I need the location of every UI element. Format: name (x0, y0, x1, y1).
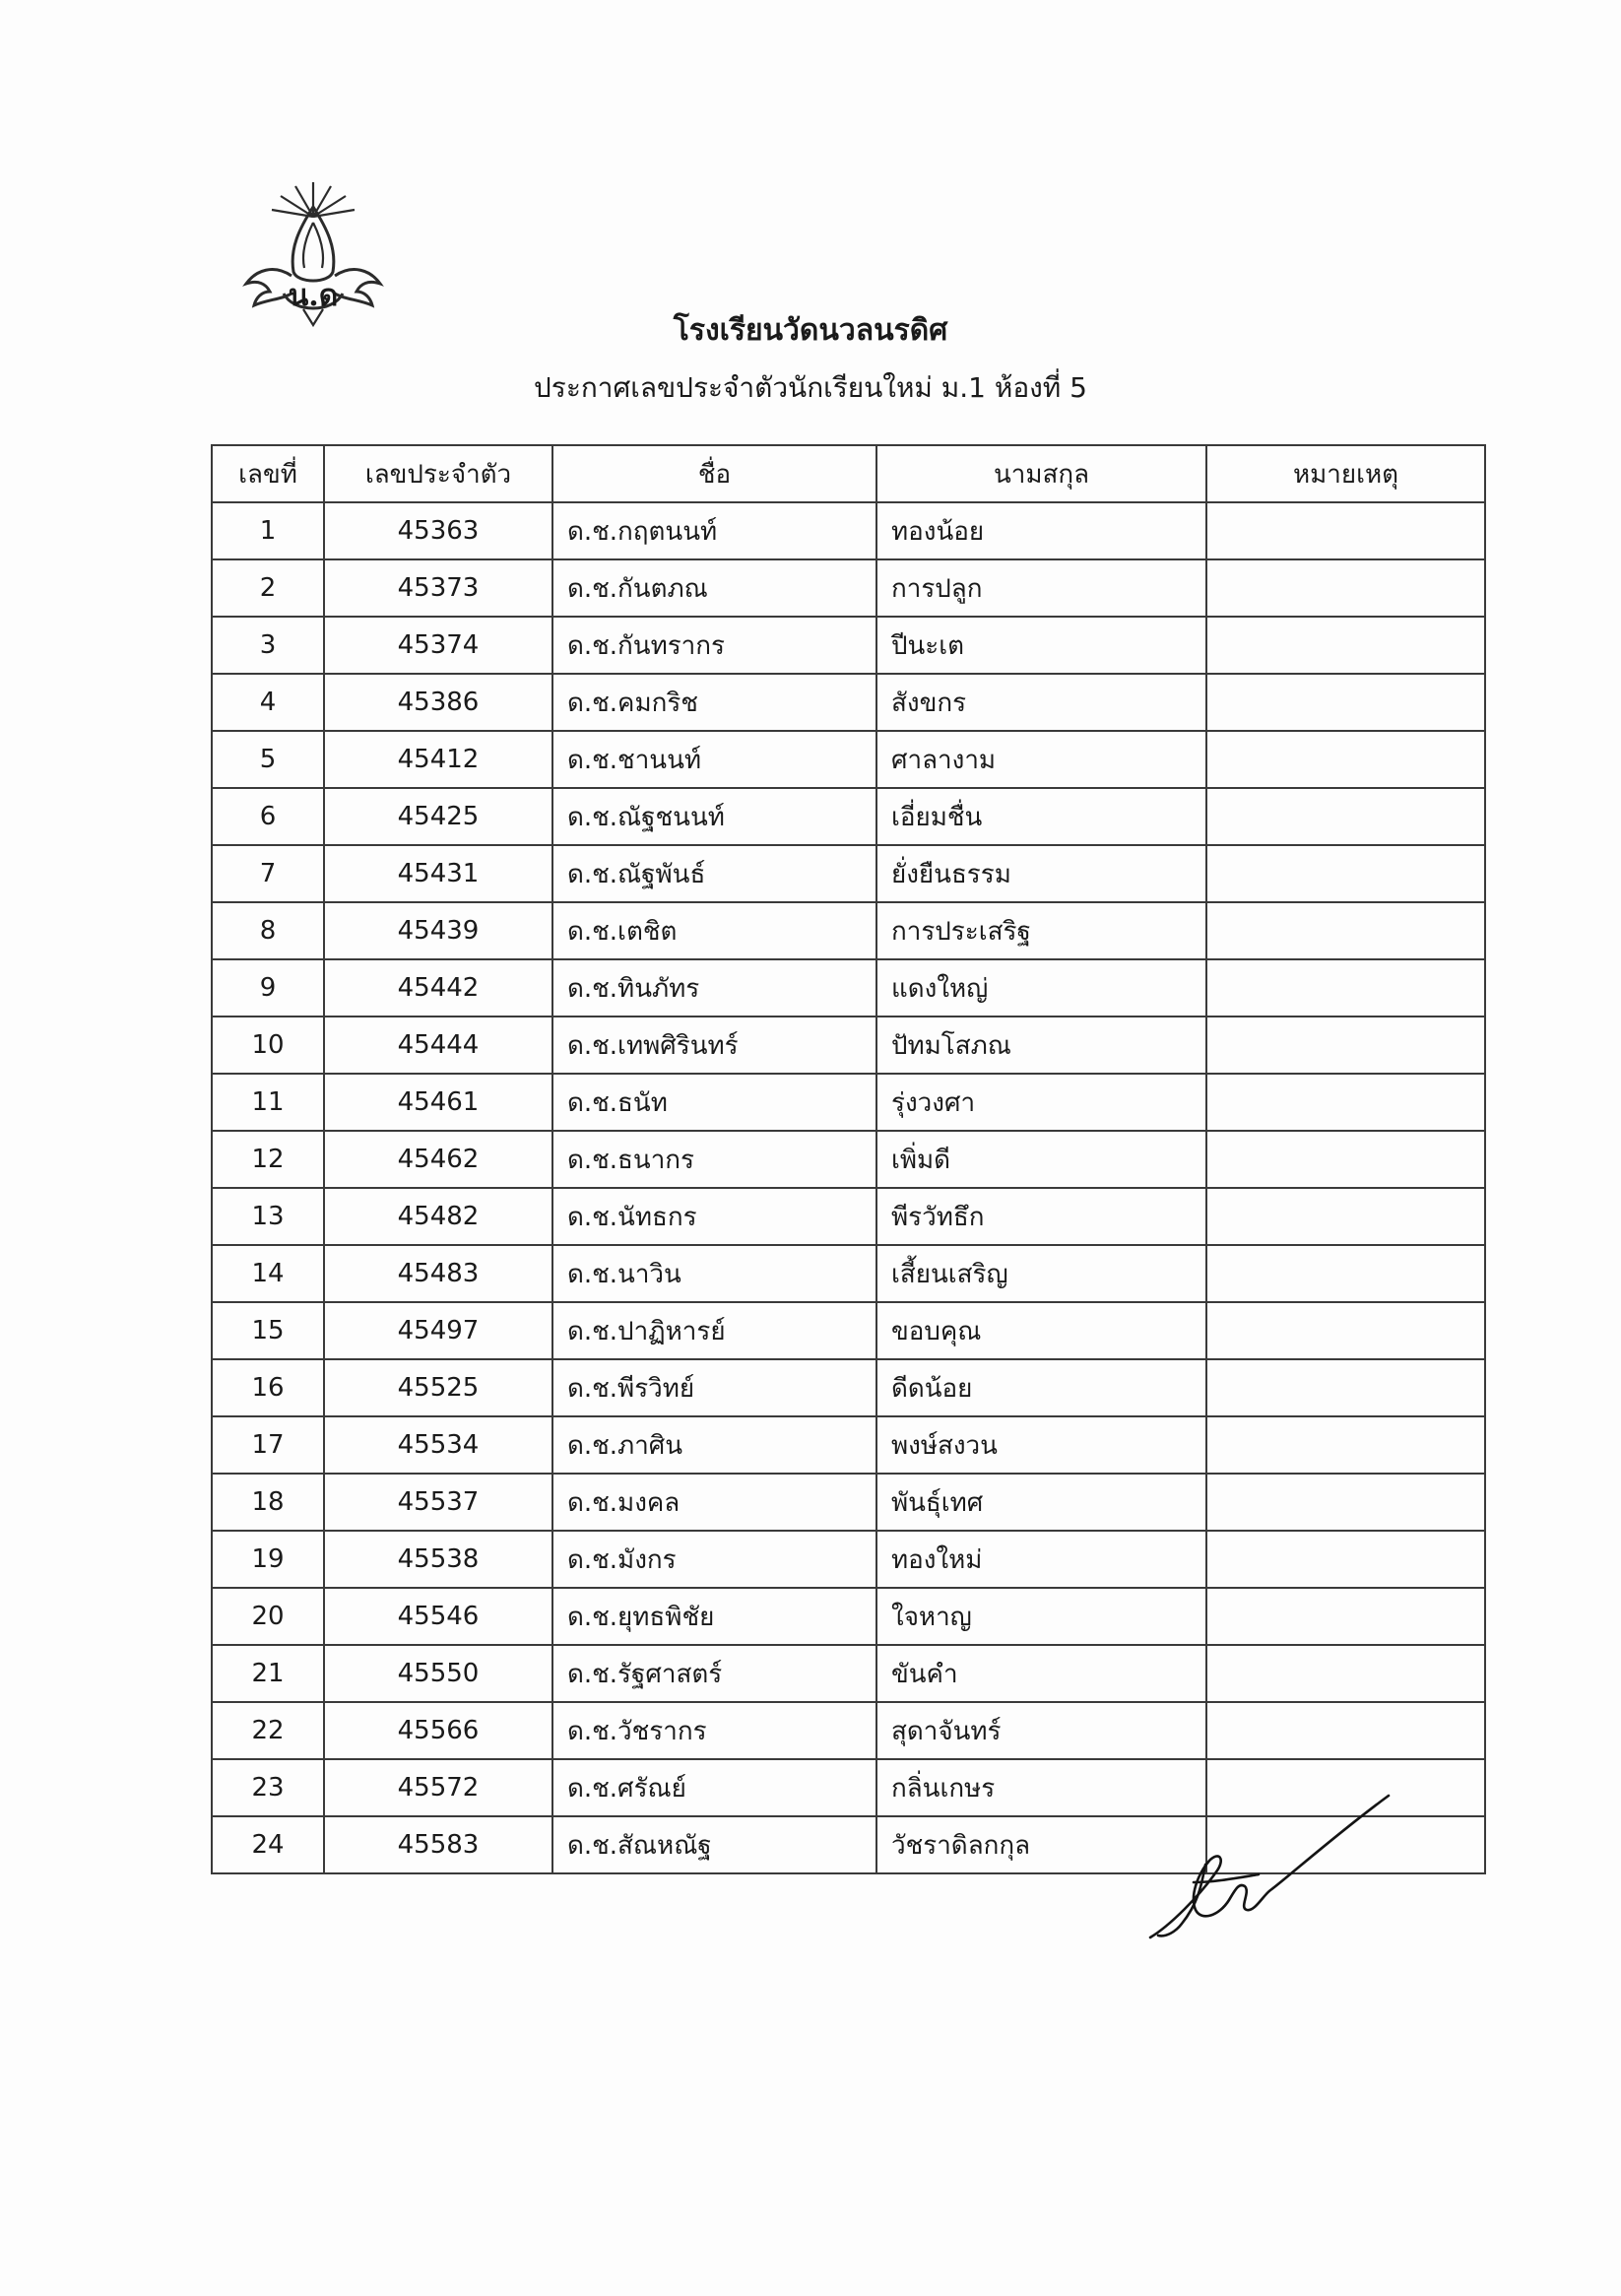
row-first-name: ด.ช.ณัฐพันธ์ (552, 845, 876, 902)
row-no: 19 (212, 1531, 324, 1588)
row-remarks (1206, 902, 1485, 959)
row-remarks (1206, 559, 1485, 617)
row-remarks (1206, 1645, 1485, 1702)
table-header-row (212, 445, 1485, 502)
row-first-name: ด.ช.มังกร (552, 1531, 876, 1588)
header-remarks: หมายเหตุ (1206, 445, 1485, 502)
row-no: 14 (212, 1245, 324, 1302)
row-last-name: พงษ์สงวน (876, 1416, 1206, 1474)
row-no: 20 (212, 1588, 324, 1645)
table-row (212, 1131, 1485, 1188)
table-row (212, 731, 1485, 788)
row-student-id: 45566 (324, 1702, 552, 1759)
row-remarks (1206, 1017, 1485, 1074)
row-student-id: 45462 (324, 1131, 552, 1188)
table-row (212, 845, 1485, 902)
row-first-name: ด.ช.ปาฏิหารย์ (552, 1302, 876, 1359)
table-row (212, 902, 1485, 959)
row-first-name: ด.ช.นัทธกร (552, 1188, 876, 1245)
row-last-name: รุ่งวงศา (876, 1074, 1206, 1131)
row-student-id: 45442 (324, 959, 552, 1017)
row-student-id: 45439 (324, 902, 552, 959)
row-student-id: 45534 (324, 1416, 552, 1474)
table-body (212, 502, 1485, 1873)
row-last-name: สังขกร (876, 674, 1206, 731)
row-student-id: 45537 (324, 1474, 552, 1531)
row-student-id: 45583 (324, 1816, 552, 1873)
row-no: 13 (212, 1188, 324, 1245)
row-last-name: ขอบคุณ (876, 1302, 1206, 1359)
row-remarks (1206, 1074, 1485, 1131)
row-first-name: ด.ช.ยุทธพิชัย (552, 1588, 876, 1645)
row-student-id: 45461 (324, 1074, 552, 1131)
row-student-id: 45363 (324, 502, 552, 559)
table-row (212, 1245, 1485, 1302)
row-last-name: การปลูก (876, 559, 1206, 617)
row-no: 5 (212, 731, 324, 788)
school-name: โรงเรียนวัดนวลนรดิศ (673, 313, 948, 348)
row-remarks (1206, 731, 1485, 788)
row-remarks (1206, 1588, 1485, 1645)
row-last-name: สุดาจันทร์ (876, 1702, 1206, 1759)
row-first-name: ด.ช.มงคล (552, 1474, 876, 1531)
row-first-name: ด.ช.ณัฐชนนท์ (552, 788, 876, 845)
signature-icon (1140, 1788, 1396, 1945)
row-remarks (1206, 1245, 1485, 1302)
row-student-id: 45550 (324, 1645, 552, 1702)
row-first-name: ด.ช.ชานนท์ (552, 731, 876, 788)
row-first-name: ด.ช.สัณหณัฐ (552, 1816, 876, 1873)
row-student-id: 45497 (324, 1302, 552, 1359)
row-student-id: 45572 (324, 1759, 552, 1816)
row-student-id: 45482 (324, 1188, 552, 1245)
row-first-name: ด.ช.กันตภณ (552, 559, 876, 617)
row-student-id: 45483 (324, 1245, 552, 1302)
row-first-name: ด.ช.เทพศิรินทร์ (552, 1017, 876, 1074)
table-row (212, 788, 1485, 845)
row-first-name: ด.ช.เตชิต (552, 902, 876, 959)
row-first-name: ด.ช.กฤตนนท์ (552, 502, 876, 559)
header-first-name: ชื่อ (552, 445, 876, 502)
row-last-name: กลิ่นเกษร (876, 1759, 1206, 1816)
row-remarks (1206, 674, 1485, 731)
row-no: 24 (212, 1816, 324, 1873)
row-no: 1 (212, 502, 324, 559)
row-student-id: 45444 (324, 1017, 552, 1074)
row-last-name: ใจหาญ (876, 1588, 1206, 1645)
row-remarks (1206, 1702, 1485, 1759)
row-last-name: ทองน้อย (876, 502, 1206, 559)
row-remarks (1206, 1188, 1485, 1245)
row-last-name: พีรวัทธึก (876, 1188, 1206, 1245)
row-last-name: แดงใหญ่ (876, 959, 1206, 1017)
row-first-name: ด.ช.ธนัท (552, 1074, 876, 1131)
table-row (212, 1474, 1485, 1531)
table-row (212, 1588, 1485, 1645)
table-row (212, 1359, 1485, 1416)
student-roster-table (211, 444, 1486, 1874)
row-first-name: ด.ช.กันทรากร (552, 617, 876, 674)
row-remarks (1206, 617, 1485, 674)
row-last-name: ขันคำ (876, 1645, 1206, 1702)
row-first-name: ด.ช.คมกริช (552, 674, 876, 731)
row-first-name: ด.ช.ภาศิน (552, 1416, 876, 1474)
row-no: 18 (212, 1474, 324, 1531)
table-row (212, 674, 1485, 731)
row-last-name: การประเสริฐ (876, 902, 1206, 959)
table-row (212, 1645, 1485, 1702)
row-last-name: ทองใหม่ (876, 1531, 1206, 1588)
row-no: 17 (212, 1416, 324, 1474)
row-remarks (1206, 845, 1485, 902)
row-student-id: 45538 (324, 1531, 552, 1588)
row-student-id: 45431 (324, 845, 552, 902)
row-first-name: ด.ช.พีรวิทย์ (552, 1359, 876, 1416)
row-student-id: 45412 (324, 731, 552, 788)
row-student-id: 45373 (324, 559, 552, 617)
row-no: 15 (212, 1302, 324, 1359)
row-no: 11 (212, 1074, 324, 1131)
row-student-id: 45425 (324, 788, 552, 845)
row-first-name: ด.ช.รัฐศาสตร์ (552, 1645, 876, 1702)
row-remarks (1206, 959, 1485, 1017)
row-last-name: ปีนะเต (876, 617, 1206, 674)
row-last-name: เพิ่มดี (876, 1131, 1206, 1188)
table-row (212, 559, 1485, 617)
row-remarks (1206, 502, 1485, 559)
row-first-name: ด.ช.วัชรากร (552, 1702, 876, 1759)
table-row (212, 1188, 1485, 1245)
row-first-name: ด.ช.นาวิน (552, 1245, 876, 1302)
row-no: 12 (212, 1131, 324, 1188)
row-no: 7 (212, 845, 324, 902)
table-row (212, 1017, 1485, 1074)
row-no: 16 (212, 1359, 324, 1416)
row-no: 9 (212, 959, 324, 1017)
row-last-name: ดีดน้อย (876, 1359, 1206, 1416)
row-student-id: 45374 (324, 617, 552, 674)
header-last-name: นามสกุล (876, 445, 1206, 502)
row-no: 23 (212, 1759, 324, 1816)
announcement-title: ประกาศเลขประจำตัวนักเรียนใหม่ ม.1 ห้องที่ 5 (534, 371, 1087, 404)
table-row (212, 1702, 1485, 1759)
row-remarks (1206, 1302, 1485, 1359)
row-no: 3 (212, 617, 324, 674)
row-no: 8 (212, 902, 324, 959)
row-no: 4 (212, 674, 324, 731)
row-last-name: ยั่งยืนธรรม (876, 845, 1206, 902)
row-no: 6 (212, 788, 324, 845)
row-first-name: ด.ช.ศรัณย์ (552, 1759, 876, 1816)
row-first-name: ด.ช.ธนากร (552, 1131, 876, 1188)
row-no: 10 (212, 1017, 324, 1074)
row-remarks (1206, 788, 1485, 845)
row-first-name: ด.ช.ทินภัทร (552, 959, 876, 1017)
table-row (212, 1531, 1485, 1588)
row-last-name: ปัทมโสภณ (876, 1017, 1206, 1074)
row-last-name: เอี่ยมชื่น (876, 788, 1206, 845)
row-last-name: พันธุ์เทศ (876, 1474, 1206, 1531)
row-student-id: 45525 (324, 1359, 552, 1416)
row-no: 22 (212, 1702, 324, 1759)
table-row (212, 959, 1485, 1017)
row-student-id: 45546 (324, 1588, 552, 1645)
row-no: 21 (212, 1645, 324, 1702)
row-remarks (1206, 1359, 1485, 1416)
row-remarks (1206, 1531, 1485, 1588)
row-remarks (1206, 1131, 1485, 1188)
table-row (212, 1302, 1485, 1359)
row-remarks (1206, 1416, 1485, 1474)
row-last-name: วัชราดิลกกุล (876, 1816, 1206, 1873)
svg-text:น.ด: น.ด (288, 279, 339, 313)
table-row (212, 617, 1485, 674)
table-row (212, 1074, 1485, 1131)
row-remarks (1206, 1474, 1485, 1531)
header-student-id: เลขประจำตัว (324, 445, 552, 502)
header-no: เลขที่ (212, 445, 324, 502)
table-row (212, 1416, 1485, 1474)
table-row (212, 502, 1485, 559)
row-no: 2 (212, 559, 324, 617)
row-student-id: 45386 (324, 674, 552, 731)
row-last-name: ศาลางาม (876, 731, 1206, 788)
row-last-name: เสี้ยนเสริญ (876, 1245, 1206, 1302)
